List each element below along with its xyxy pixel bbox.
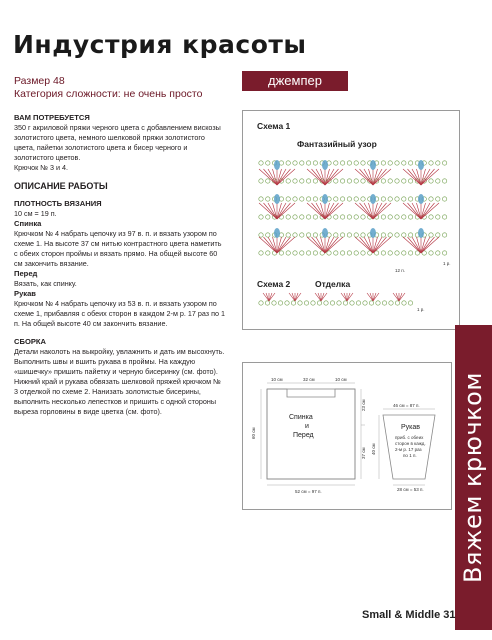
- instructions-column: [14, 113, 226, 417]
- back-text: Крючком № 4 набрать цепочку из 97 в. п. и вязать узором по схеме 1. На высоте 37 см нитью контрастного цвета наметить с обеих сторон проймы и вязать прямо. На общей высоте 60 см закончить вязание.: [14, 229, 222, 268]
- sleeve-note-2: сторон в кажд.: [395, 441, 426, 446]
- sidebar-text: Вяжем крючком: [459, 372, 487, 583]
- dim-right-bottom: 37 см: [361, 447, 366, 459]
- dim-top-right: 10 см: [335, 377, 347, 382]
- sleeve-top: 46 см = 87 п.: [393, 403, 420, 408]
- scheme2-label: Схема 2: [257, 279, 291, 289]
- assembly-heading: СБОРКА: [14, 337, 47, 346]
- dim-bottom: 52 см = 97 п.: [295, 489, 322, 494]
- section-sidebar: [455, 325, 492, 630]
- needs-heading: ВАМ ПОТРЕБУЕТСЯ: [14, 113, 90, 122]
- front-text: Вязать, как спинку.: [14, 279, 77, 288]
- density-text: 10 см = 19 п.: [14, 209, 57, 218]
- row-label: 1 р.: [443, 261, 451, 266]
- sleeve-note-3: 2-м р. 17 раз: [395, 447, 422, 452]
- sleeve-bottom: 28 см = 53 п.: [397, 487, 424, 492]
- front-heading: Перед: [14, 269, 38, 278]
- sleeve-note-4: по 1 п.: [403, 453, 417, 458]
- sleeve-note-1: приб. с обеих: [395, 435, 424, 440]
- dim-right-top: 23 см: [361, 399, 366, 411]
- repeat-label: 12 п.: [395, 268, 405, 273]
- hook-text: Крючок № 3 и 4.: [14, 163, 69, 172]
- sleeve-text: Крючком № 4 набрать цепочку из 53 в. п. и вязать узором по схеме 1, прибавляя с обеих сторон в каждом 2-м р. 17 раз по 1 п. На общей высоте 40 см закончить вязание.: [14, 299, 225, 328]
- fancy-pattern-chart: [257, 155, 453, 273]
- assembly-text: Детали наколоть на выкройку, увлажнить и дать им высохнуть. Выполнить швы и вшить рукава в проймы. На каждую «шишечку» пришить пайетку и черную бисеринку (см. фото). Нижний край и рукава обвязать шелковой пряжей крючком № 3 отделкой по схеме 2. Нанизать золотистые бисерины, выполнить несколько лепестков и пришить с одной стороны выреза горловины в виде цветка (см. фото).: [14, 347, 225, 416]
- sleeve-heading: Рукав: [14, 289, 36, 298]
- sleeve-side: 40 см: [371, 443, 376, 455]
- category-badge: джемпер: [242, 71, 348, 91]
- dim-left: 60 см: [251, 427, 256, 439]
- dim-top-mid: 32 см: [303, 377, 315, 382]
- trim-label: Отделка: [315, 279, 351, 289]
- work-heading: ОПИСАНИЕ РАБОТЫ: [14, 181, 108, 191]
- page-title: Индустрия красоты: [13, 30, 307, 59]
- needs-text: 350 г акриловой пряжи черного цвета с добавлением вискозы золотистого цвета, немного шелковой пряжи золотистого цвета, пайетки золотистого цвета и бисер черного и золотистого цветов.: [14, 123, 221, 162]
- pattern-title: Фантазийный узор: [297, 139, 377, 149]
- trim-row-label: 1 р.: [417, 307, 425, 312]
- body-label-2: и: [305, 423, 309, 430]
- back-heading: Спинка: [14, 219, 42, 228]
- sewing-pattern: [243, 363, 451, 509]
- size-label: Размер 48: [14, 75, 65, 87]
- scheme1-label: Схема 1: [257, 121, 291, 131]
- density-heading: ПЛОТНОСТЬ ВЯЗАНИЯ: [14, 199, 102, 208]
- page-footer: Small & Middle 31: [362, 609, 456, 621]
- dim-top-left: 10 см: [271, 377, 283, 382]
- sleeve-label: Рукав: [401, 424, 420, 431]
- body-label-1: Спинка: [289, 414, 313, 421]
- body-label-3: Перед: [293, 432, 314, 439]
- crochet-diagram-box: [242, 110, 460, 330]
- trim-chart: [257, 291, 453, 317]
- sewing-pattern-box: [242, 362, 452, 510]
- difficulty-label: Категория сложности: не очень просто: [14, 88, 203, 100]
